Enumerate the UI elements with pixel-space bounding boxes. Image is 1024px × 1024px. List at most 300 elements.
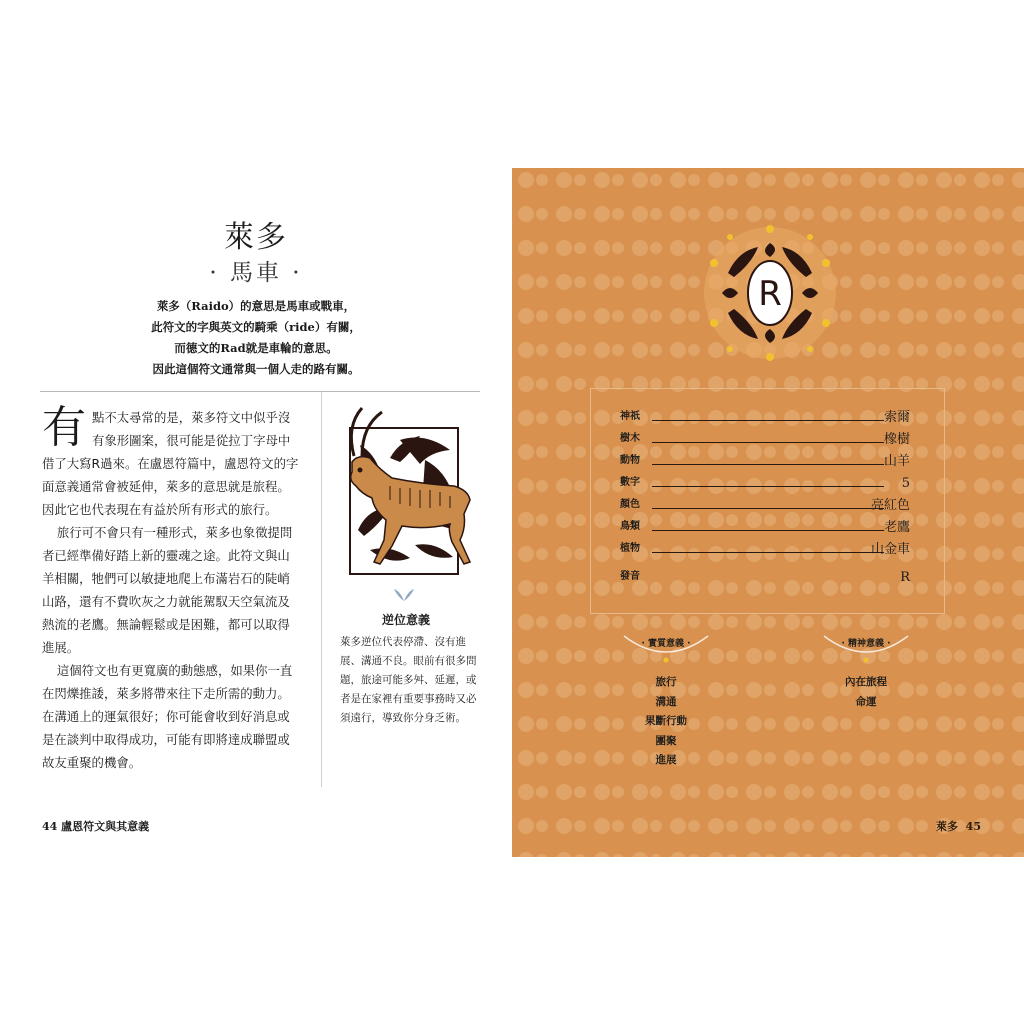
pattern-dot — [954, 616, 966, 628]
pattern-dot — [764, 752, 776, 764]
pattern-dot — [726, 820, 738, 832]
pattern-dot — [1012, 274, 1024, 290]
pattern-dot — [536, 310, 548, 322]
pattern-dot — [840, 344, 852, 356]
pattern-dot — [974, 512, 990, 528]
pattern-dot — [650, 174, 662, 186]
pattern-dot — [898, 342, 914, 358]
pattern-dot — [992, 650, 1004, 662]
pattern-dot — [632, 818, 648, 834]
pattern-dot — [936, 648, 952, 664]
pattern-dot — [536, 718, 548, 730]
pattern-dot — [974, 410, 990, 426]
pattern-dot — [878, 242, 890, 254]
pattern-dot — [992, 276, 1004, 288]
pattern-dot — [536, 446, 548, 458]
pattern-dot — [1012, 240, 1024, 256]
pattern-dot — [916, 820, 928, 832]
pattern-dot — [518, 240, 534, 256]
pattern-dot — [822, 750, 838, 766]
pattern-dot — [1012, 512, 1024, 528]
pattern-dot — [556, 750, 572, 766]
folio-number: 45 — [965, 820, 981, 833]
pattern-dot — [936, 172, 952, 188]
pattern-dot — [536, 616, 548, 628]
pattern-dot — [708, 682, 724, 698]
pattern-dot — [954, 208, 966, 220]
pattern-dot — [878, 786, 890, 798]
pattern-dot — [764, 820, 776, 832]
pattern-dot — [1012, 410, 1024, 426]
pattern-dot — [536, 820, 548, 832]
pattern-dot — [878, 616, 890, 628]
pattern-dot — [936, 274, 952, 290]
pattern-dot — [574, 718, 586, 730]
pattern-dot — [726, 718, 738, 730]
pattern-dot — [802, 650, 814, 662]
pattern-dot — [860, 308, 876, 324]
pattern-dot — [992, 514, 1004, 526]
pattern-dot — [518, 308, 534, 324]
pattern-dot — [840, 174, 852, 186]
pattern-dot — [898, 750, 914, 766]
list-item: 旅行 — [655, 676, 677, 688]
pattern-dot — [840, 208, 852, 220]
list-item: 溝通 — [655, 695, 677, 708]
pattern-dot — [954, 752, 966, 764]
pattern-dot — [650, 820, 662, 832]
pattern-dot — [954, 582, 966, 594]
pattern-dot — [802, 684, 814, 696]
pattern-dot — [954, 378, 966, 390]
pattern-dot — [860, 750, 876, 766]
pattern-dot — [574, 378, 586, 390]
intro-line: 此符文的字與英文的騎乘（ride）有關， — [151, 320, 361, 334]
pattern-dot — [974, 342, 990, 358]
pattern-dot — [1012, 716, 1024, 732]
pattern-dot — [612, 174, 624, 186]
info-row — [620, 404, 910, 426]
pattern-dot — [784, 682, 800, 698]
pattern-dot — [518, 512, 534, 528]
pattern-dot — [612, 276, 624, 288]
info-row — [620, 448, 910, 470]
pattern-dot — [1012, 852, 1024, 857]
pattern-dot — [536, 378, 548, 390]
folio-right — [936, 818, 981, 834]
pattern-dot — [784, 852, 800, 857]
info-row — [620, 492, 910, 514]
pattern-dot — [936, 852, 952, 857]
pattern-dot — [936, 750, 952, 766]
pattern-dot — [974, 750, 990, 766]
pattern-dot — [746, 682, 762, 698]
pattern-dot — [974, 274, 990, 290]
pattern-dot — [574, 412, 586, 424]
pattern-dot — [992, 548, 1004, 560]
pattern-dot — [574, 854, 586, 857]
pattern-dot — [536, 412, 548, 424]
pattern-dot — [556, 206, 572, 222]
pattern-dot — [1012, 342, 1024, 358]
pattern-dot — [670, 206, 686, 222]
pattern-dot — [612, 786, 624, 798]
pattern-dot — [650, 616, 662, 628]
pattern-dot — [936, 342, 952, 358]
pattern-dot — [802, 820, 814, 832]
pattern-dot — [974, 716, 990, 732]
pattern-dot — [954, 514, 966, 526]
pattern-dot — [954, 786, 966, 798]
pattern-dot — [936, 240, 952, 256]
pattern-dot — [536, 684, 548, 696]
pattern-dot — [784, 784, 800, 800]
pattern-dot — [898, 716, 914, 732]
pattern-dot — [878, 208, 890, 220]
pattern-dot — [1012, 308, 1024, 324]
pattern-dot — [612, 854, 624, 857]
practical-title: · 實質意義 · — [641, 639, 691, 649]
info-label: 顏色 — [620, 499, 640, 510]
practical-list — [630, 673, 702, 771]
pattern-dot — [840, 242, 852, 254]
info-label: 樹木 — [620, 433, 640, 444]
pattern-dot — [746, 818, 762, 834]
pattern-dot — [574, 242, 586, 254]
info-value: 5 — [901, 476, 910, 491]
pattern-dot — [726, 786, 738, 798]
pattern-dot — [746, 206, 762, 222]
pattern-dot — [860, 240, 876, 256]
pattern-dot — [746, 750, 762, 766]
leader-line — [652, 420, 884, 421]
pattern-dot — [518, 376, 534, 392]
pattern-dot — [688, 276, 700, 288]
reversed-text: 萊多逆位代表停滯、沒有進展、溝通不良。眼前有很多問題，旅途可能多舛、延遲，或者是在家裡有重要事務時又必須遠行，導致你分身乏術。 — [340, 636, 477, 724]
pattern-dot — [556, 512, 572, 528]
pattern-dot — [632, 274, 648, 290]
intro-line: 萊多（Raido）的意思是馬車或戰車， — [156, 299, 356, 313]
info-value: 索爾 — [883, 410, 910, 425]
pattern-dot — [916, 310, 928, 322]
pattern-dot — [916, 684, 928, 696]
pattern-dot — [764, 854, 776, 857]
pattern-dot — [726, 208, 738, 220]
pattern-dot — [974, 308, 990, 324]
goat-icon — [330, 400, 492, 578]
pattern-dot — [860, 342, 876, 358]
pattern-dot — [936, 308, 952, 324]
pattern-dot — [574, 310, 586, 322]
pattern-dot — [992, 174, 1004, 186]
pattern-dot — [954, 412, 966, 424]
dropcap: 有 — [42, 402, 86, 453]
pattern-dot — [974, 648, 990, 664]
pattern-dot — [594, 308, 610, 324]
pattern-dot — [764, 786, 776, 798]
pattern-dot — [1012, 750, 1024, 766]
pattern-dot — [670, 240, 686, 256]
info-label: 發音 — [620, 571, 640, 582]
pattern-dot — [650, 242, 662, 254]
pattern-dot — [992, 718, 1004, 730]
pattern-dot — [556, 546, 572, 562]
pattern-dot — [518, 478, 534, 494]
pattern-dot — [916, 276, 928, 288]
pattern-dot — [992, 786, 1004, 798]
pattern-dot — [802, 752, 814, 764]
pattern-dot — [822, 716, 838, 732]
pattern-dot — [518, 852, 534, 857]
pattern-dot — [708, 206, 724, 222]
pattern-dot — [708, 852, 724, 857]
leader-line — [652, 442, 884, 443]
pattern-dot — [954, 684, 966, 696]
pattern-dot — [840, 616, 852, 628]
pattern-dot — [974, 206, 990, 222]
pattern-dot — [594, 648, 610, 664]
pattern-dot — [556, 614, 572, 630]
pattern-dot — [898, 240, 914, 256]
page-subtitle: · 馬車 · — [209, 260, 303, 286]
pattern-dot — [974, 614, 990, 630]
info-label: 數字 — [620, 477, 640, 488]
pattern-dot — [612, 310, 624, 322]
pattern-dot — [574, 514, 586, 526]
pattern-dot — [536, 650, 548, 662]
pattern-dot — [670, 784, 686, 800]
pattern-dot — [860, 784, 876, 800]
info-label: 神祇 — [620, 411, 640, 422]
pattern-dot — [974, 580, 990, 596]
pattern-dot — [954, 718, 966, 730]
pattern-dot — [688, 786, 700, 798]
pattern-dot — [860, 852, 876, 857]
pattern-dot — [632, 240, 648, 256]
pattern-dot — [632, 784, 648, 800]
pattern-dot — [518, 580, 534, 596]
pattern-dot — [536, 548, 548, 560]
pattern-dot — [688, 208, 700, 220]
pattern-dot — [954, 480, 966, 492]
intro-line: 因此這個符文通常與一個人走的路有關。 — [152, 362, 360, 376]
pattern-dot — [878, 718, 890, 730]
pattern-dot — [764, 616, 776, 628]
pattern-dot — [954, 446, 966, 458]
pattern-dot — [536, 514, 548, 526]
pattern-dot — [612, 718, 624, 730]
info-value: 山羊 — [883, 454, 910, 469]
pattern-dot — [632, 342, 648, 358]
pattern-dot — [726, 616, 738, 628]
pattern-dot — [536, 786, 548, 798]
pattern-dot — [746, 852, 762, 857]
pattern-dot — [954, 242, 966, 254]
pattern-dot — [992, 310, 1004, 322]
pattern-dot — [556, 308, 572, 324]
pattern-dot — [574, 684, 586, 696]
pattern-dot — [802, 718, 814, 730]
paragraph — [42, 402, 302, 521]
pattern-dot — [860, 614, 876, 630]
pattern-dot — [556, 784, 572, 800]
pattern-dot — [784, 648, 800, 664]
body-text — [42, 402, 302, 774]
pattern-dot — [574, 786, 586, 798]
pattern-dot — [536, 276, 548, 288]
pattern-dot — [726, 650, 738, 662]
info-label: 植物 — [620, 543, 640, 554]
pattern-dot — [518, 614, 534, 630]
pattern-dot — [574, 820, 586, 832]
pattern-dot — [916, 786, 928, 798]
pattern-dot — [822, 852, 838, 857]
info-row — [620, 564, 910, 586]
pattern-dot — [688, 310, 700, 322]
leader-line — [652, 552, 884, 553]
horizontal-divider — [40, 391, 480, 392]
paragraph: 旅行可不會只有一種形式，萊多也象徵提問者已經準備好踏上新的靈魂之途。此符文與山羊相關，牠們可以敏捷地爬上布滿岩石的陡峭山路，還有不費吹灰之力就能駕馭天空氣流及熱流的老鷹。無論輕鬆或是困難，都可以取得進展。 — [42, 525, 293, 655]
bird-icon — [393, 587, 415, 603]
pattern-dot — [822, 206, 838, 222]
pattern-dot — [556, 376, 572, 392]
pattern-dot — [594, 172, 610, 188]
pattern-dot — [1012, 444, 1024, 460]
paragraph: 這個符文也有更寬廣的動態感，如果你一直在閃爍推諉，萊多將帶來往下走所需的動力。在溝通上的運氣很好；你可能會收到好消息或是在談判中取得成功，可能有即將達成聯盟或故友重聚的機會。 — [42, 663, 293, 770]
pattern-dot — [974, 478, 990, 494]
pattern-dot — [784, 206, 800, 222]
pattern-dot — [670, 614, 686, 630]
pattern-dot — [670, 172, 686, 188]
pattern-dot — [518, 784, 534, 800]
pattern-dot — [574, 650, 586, 662]
pattern-dot — [916, 174, 928, 186]
pattern-dot — [556, 716, 572, 732]
pattern-dot — [802, 786, 814, 798]
pattern-dot — [898, 308, 914, 324]
info-value: 亮紅色 — [870, 498, 910, 513]
pattern-dot — [974, 784, 990, 800]
pattern-dot — [632, 172, 648, 188]
pattern-dot — [612, 752, 624, 764]
pattern-dot — [898, 818, 914, 834]
pattern-dot — [992, 582, 1004, 594]
pattern-dot — [612, 242, 624, 254]
pattern-dot — [878, 174, 890, 186]
pattern-dot — [518, 206, 534, 222]
pattern-dot — [916, 242, 928, 254]
pattern-dot — [840, 854, 852, 857]
pattern-dot — [574, 446, 586, 458]
pattern-dot — [974, 376, 990, 392]
pattern-dot — [518, 410, 534, 426]
pattern-dot — [556, 410, 572, 426]
pattern-dot — [764, 174, 776, 186]
info-label: 動物 — [620, 455, 640, 466]
pattern-dot — [898, 852, 914, 857]
pattern-dot — [954, 854, 966, 857]
paragraph-text: 點不太尋常的是，萊多符文中似乎沒有象形圖案，很可能是從拉丁字母中借了大寫R過來。在盧恩符篇中，盧恩符文的字面意義通常會被延伸，萊多的意思就是旅程。因此它也代表現在有益於所有形式的旅行。 — [42, 410, 299, 517]
pattern-dot — [574, 276, 586, 288]
pattern-dot — [992, 854, 1004, 857]
pattern-dot — [764, 650, 776, 662]
pattern-dot — [518, 818, 534, 834]
pattern-dot — [1012, 478, 1024, 494]
pattern-dot — [764, 208, 776, 220]
pattern-dot — [594, 342, 610, 358]
pattern-dot — [916, 650, 928, 662]
pattern-dot — [650, 344, 662, 356]
pattern-dot — [688, 616, 700, 628]
pattern-dot — [688, 242, 700, 254]
pattern-dot — [784, 172, 800, 188]
pattern-dot — [936, 682, 952, 698]
pattern-dot — [954, 174, 966, 186]
pattern-dot — [556, 580, 572, 596]
pattern-dot — [992, 752, 1004, 764]
pattern-dot — [936, 784, 952, 800]
pattern-dot — [878, 752, 890, 764]
pattern-dot — [746, 172, 762, 188]
pattern-dot — [840, 820, 852, 832]
pattern-dot — [594, 240, 610, 256]
info-row — [620, 470, 910, 492]
pattern-dot — [992, 684, 1004, 696]
pattern-dot — [650, 208, 662, 220]
pattern-dot — [670, 274, 686, 290]
pattern-dot — [1012, 546, 1024, 562]
pattern-dot — [708, 172, 724, 188]
pattern-dot — [1012, 376, 1024, 392]
pattern-dot — [518, 172, 534, 188]
right-page — [512, 168, 1024, 857]
pattern-dot — [556, 478, 572, 494]
pattern-dot — [536, 752, 548, 764]
pattern-dot — [688, 344, 700, 356]
pattern-dot — [650, 310, 662, 322]
pattern-dot — [840, 718, 852, 730]
intro-line: 而德文的Rad就是車輪的意思。 — [174, 341, 338, 355]
pattern-dot — [536, 208, 548, 220]
pattern-dot — [536, 854, 548, 857]
pattern-dot — [764, 684, 776, 696]
pattern-dot — [974, 444, 990, 460]
pattern-dot — [518, 648, 534, 664]
pattern-dot — [954, 548, 966, 560]
pattern-dot — [840, 786, 852, 798]
pattern-dot — [878, 854, 890, 857]
pattern-dot — [632, 206, 648, 222]
pattern-dot — [670, 852, 686, 857]
pattern-dot — [802, 208, 814, 220]
pattern-dot — [916, 616, 928, 628]
pattern-dot — [536, 582, 548, 594]
pattern-dot — [840, 310, 852, 322]
pattern-dot — [518, 342, 534, 358]
pattern-dot — [802, 854, 814, 857]
pattern-dot — [860, 716, 876, 732]
leader-line — [652, 508, 884, 509]
info-value: 老鷹 — [883, 520, 910, 535]
vertical-divider — [321, 392, 322, 787]
pattern-dot — [708, 818, 724, 834]
pattern-dot — [1012, 206, 1024, 222]
pattern-dot — [898, 274, 914, 290]
pattern-dot — [992, 208, 1004, 220]
pattern-dot — [1012, 648, 1024, 664]
pattern-dot — [860, 206, 876, 222]
pattern-dot — [556, 172, 572, 188]
